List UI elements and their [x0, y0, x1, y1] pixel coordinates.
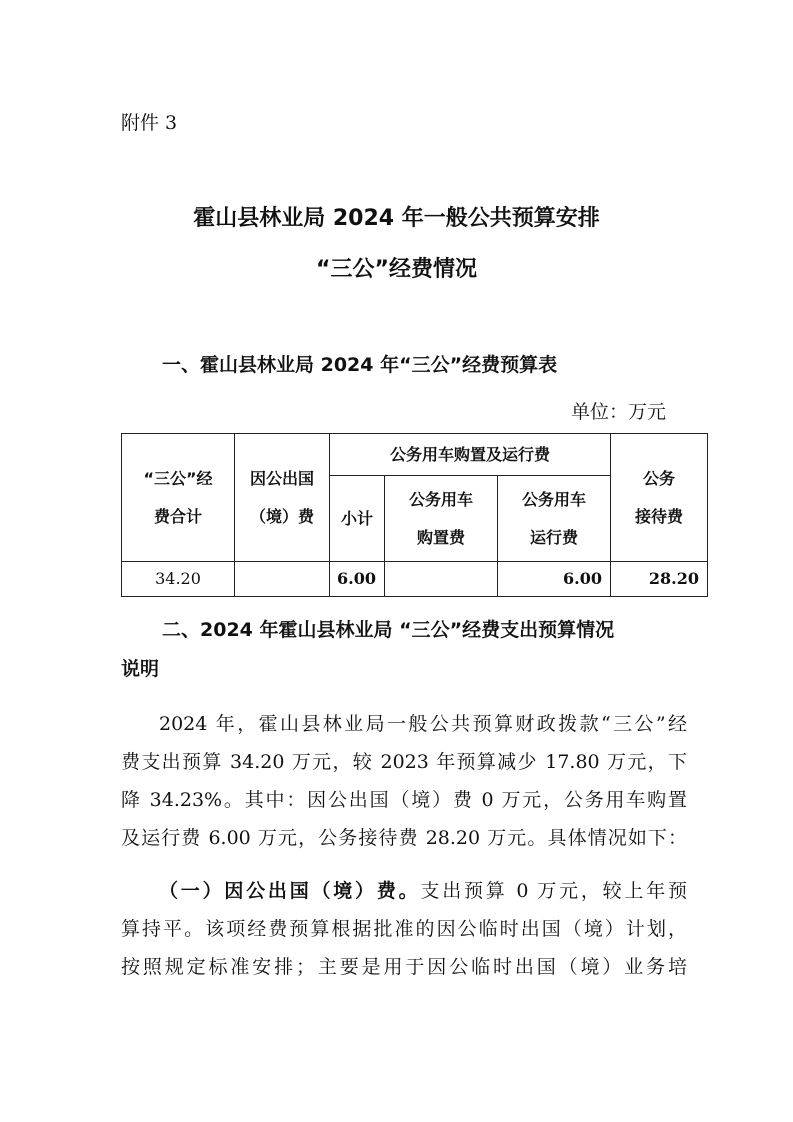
- header-reception-line2: 接待费: [634, 506, 683, 526]
- header-purchase-line2: 购置费: [416, 527, 465, 547]
- header-total-line1: “三公”经: [143, 468, 213, 488]
- cell-total: 34.20: [122, 562, 235, 597]
- cell-overseas: [235, 562, 330, 597]
- cell-reception: 28.20: [611, 562, 708, 597]
- section2-heading-line2: 说明: [121, 658, 160, 680]
- header-operation: [498, 476, 611, 562]
- header-overseas-line1: 因公出国: [249, 468, 314, 488]
- cell-subtotal: 6.00: [330, 562, 385, 597]
- paragraph-summary-line: 及运行费 6.00 万元，公务接待费 28.20 万元。具体情况如下：: [121, 827, 687, 849]
- page-title-line2: “三公”经费情况: [316, 257, 477, 282]
- paragraph-overseas: [121, 872, 687, 986]
- page-title-line1: 霍山县林业局 2024 年一般公共预算安排: [193, 206, 600, 231]
- header-overseas: [235, 434, 330, 562]
- paragraph-summary: [121, 705, 687, 857]
- paragraph-overseas-line: [121, 872, 687, 910]
- table-row: [122, 562, 708, 597]
- header-reception: [611, 434, 708, 562]
- header-operation-line1: 公务用车: [521, 489, 586, 509]
- paragraph-summary-line: 2024 年，霍山县林业局一般公共预算财政拨款“三公”经: [159, 713, 687, 735]
- cell-purchase: [385, 562, 498, 597]
- header-subtotal: 小计: [330, 476, 385, 562]
- attachment-label: 附件 3: [121, 112, 178, 134]
- overseas-line1-rest: 支出预算 0 万元，较上年预: [420, 880, 687, 902]
- header-total-line2: 费合计: [153, 506, 202, 526]
- header-purchase: [385, 476, 498, 562]
- header-reception-line1: 公务: [642, 468, 675, 488]
- header-vehicle-group: 公务用车购置及运行费: [330, 434, 611, 476]
- unit-label: 单位：万元: [571, 401, 667, 423]
- paragraph-summary-line: 费支出预算 34.20 万元，较 2023 年预算减少 17.80 万元，下: [121, 751, 687, 773]
- cell-operation: 6.00: [498, 562, 611, 597]
- three-public-budget-table: [121, 433, 708, 597]
- header-total: [122, 434, 235, 562]
- paragraph-overseas-line: 按照规定标准安排；主要是用于因公临时出国（境）业务培: [121, 956, 687, 978]
- header-operation-line2: 运行费: [529, 527, 578, 547]
- header-purchase-line1: 公务用车: [408, 489, 473, 509]
- overseas-bold-lead: （一）因公出国（境）费。: [159, 880, 421, 902]
- paragraph-overseas-line: 算持平。该项经费预算根据批准的因公临时出国（境）计划，: [121, 918, 687, 940]
- section2-heading-line1: 二、2024 年霍山县林业局 “三公”经费支出预算情况: [162, 619, 615, 641]
- header-overseas-line2: （境）费: [249, 506, 314, 526]
- paragraph-summary-line: 降 34.23%。其中：因公出国（境）费 0 万元，公务用车购置: [121, 789, 687, 811]
- section1-heading: 一、霍山县林业局 2024 年“三公”经费预算表: [162, 354, 558, 376]
